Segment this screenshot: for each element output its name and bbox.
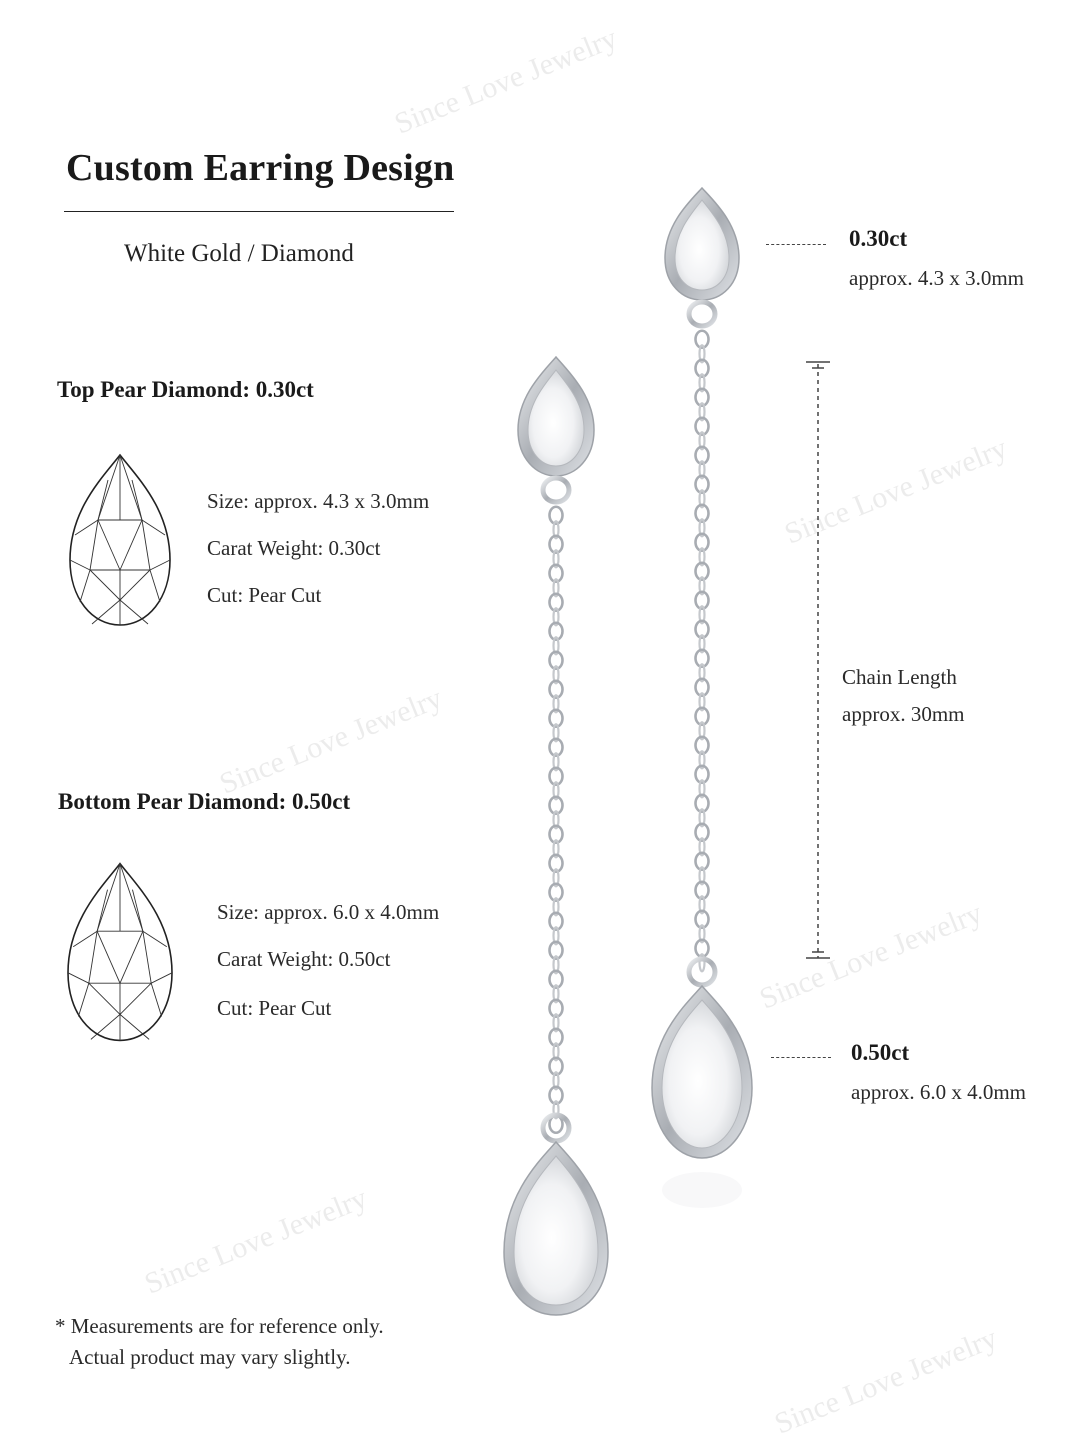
watermark: Since Love Jewelry [140,1181,372,1301]
chain-length-label: Chain Length [842,665,957,689]
chain-length-value: approx. 30mm [842,702,965,726]
bottom-callout-weight: 0.50ct [851,1040,910,1065]
right-earring-chain [696,331,709,972]
watermark: Since Love Jewelry [755,896,987,1016]
top-diamond-outline-icon [70,455,170,625]
top-diamond-size: Size: approx. 4.3 x 3.0mm [207,489,430,513]
top-diamond-cut: Cut: Pear Cut [207,583,322,607]
left-earring [504,357,608,1315]
chain-dimension-line [806,362,830,958]
top-callout-weight: 0.30ct [849,226,908,251]
page-title: Custom Earring Design [66,147,455,189]
bottom-diamond-cut: Cut: Pear Cut [217,996,332,1020]
watermark: Since Love Jewelry [770,1321,1002,1441]
page-subtitle: White Gold / Diamond [124,240,354,267]
bottom-diamond-carat: Carat Weight: 0.50ct [217,947,391,971]
watermark: Since Love Jewelry [390,21,622,141]
right-earring-bottom-stone [652,986,752,1158]
top-callout-dims: approx. 4.3 x 3.0mm [849,266,1024,290]
right-earring-top-stone [665,188,739,300]
watermark: Since Love Jewelry [780,431,1012,551]
top-diamond-heading: Top Pear Diamond: 0.30ct [57,377,314,402]
right-earring [652,188,752,1208]
left-earring-bottom-stone [504,1142,608,1315]
watermark: Since Love Jewelry [215,681,447,801]
bottom-diamond-outline-icon [68,864,172,1041]
footnote-line-2: Actual product may vary slightly. [69,1345,351,1369]
top-diamond-carat: Carat Weight: 0.30ct [207,536,381,560]
footnote-line-1: * Measurements are for reference only. [55,1314,384,1338]
bottom-diamond-size: Size: approx. 6.0 x 4.0mm [217,900,440,924]
bottom-diamond-heading: Bottom Pear Diamond: 0.50ct [58,789,351,814]
left-earring-top-stone [518,357,594,476]
left-earring-chain [550,507,563,1133]
bottom-callout-dims: approx. 6.0 x 4.0mm [851,1080,1026,1104]
